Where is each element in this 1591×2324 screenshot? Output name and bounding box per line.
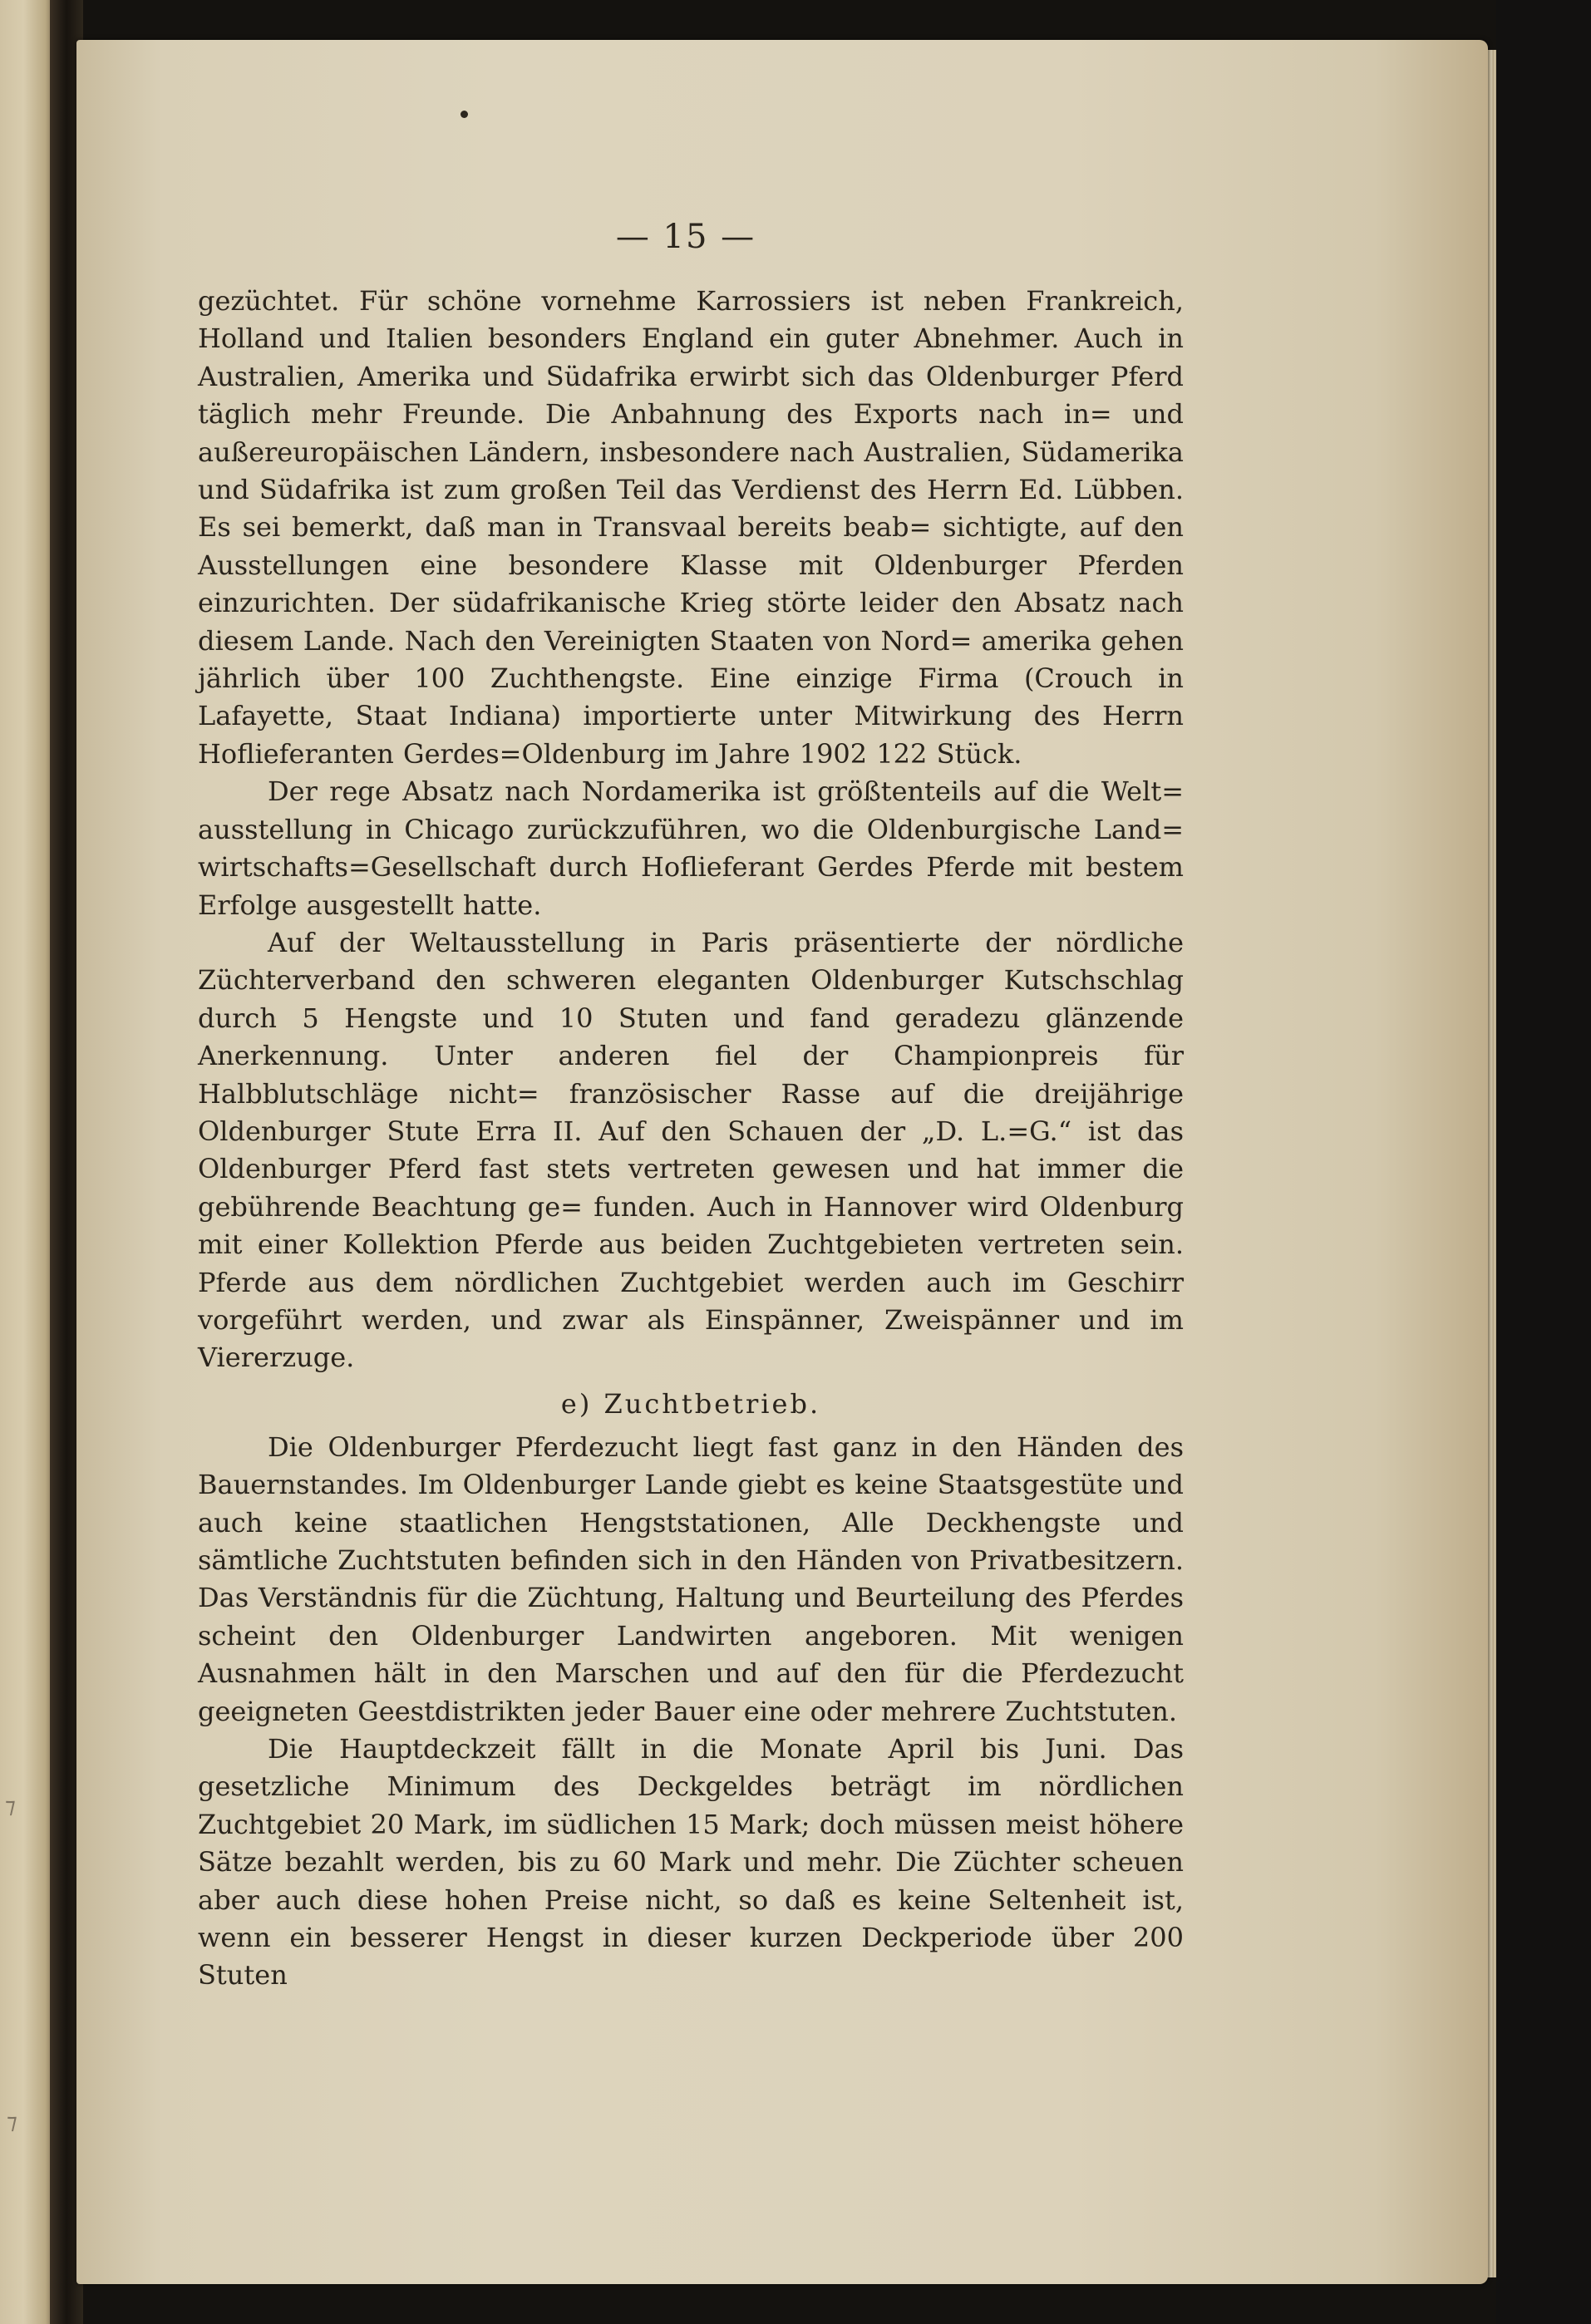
- ink-dot: [461, 111, 468, 118]
- paragraph-export: gezüchtet. Für schöne vornehme Karrossiers ist neben Frankreich, Holland und Italien besonders England ein guter Abnehmer. Auch in Australien, Amerika und Südafrika erwirbt sich das Oldenburger Pferd täglich mehr Freunde. Die Anbahnung des Exports nach in= und außereuropäischen Ländern, insbesondere nach Australien, Südamerika und Südafrika ist zum großen Teil das Verdienst des Herrn Ed. Lübben. Es sei bemerkt, daß man in Transvaal bereits beab= sichtigte, auf den Ausstellungen eine besondere Klasse mit Oldenburger Pferden einzurichten. Der südafrikanische Krieg störte leider den Absatz nach diesem Lande. Nach den Vereinigten Staaten von Nord= amerika gehen jährlich über 100 Zuchthengste. Eine einzige Firma (Crouch in Lafayette, Staat Indiana) importierte unter Mitwirkung des Herrn Hoflieferanten Gerdes=Oldenburg im Jahre 1902 122 Stück.: [198, 285, 1184, 770]
- margin-mark: ⁊: [7, 2110, 17, 2134]
- margin-mark: ⁊: [5, 1794, 16, 1819]
- section-heading: e) Zuchtbetrieb.: [560, 1387, 821, 1420]
- page-number: — 15 —: [615, 218, 756, 256]
- page-body: [198, 283, 1184, 1995]
- scan-background: [1496, 0, 1591, 2324]
- paragraph-paris-exhibition: Auf der Weltausstellung in Paris präsentierte der nördliche Züchterverband den schweren eleganten Oldenburger Kutschschlag durch 5 Hengste und 10 Stuten und fand geradezu glänzende Anerkennung. Unter anderen fiel der Championpreis für Halbblutschläge nicht= französischer Rasse auf die dreijährige Oldenburger Stute Erra II. Auf den Schauen der „D. L.=G.“ ist das Oldenburger Pferd fast stets vertreten gewesen und hat immer die gebührende Beachtung ge= funden. Auch in Hannover wird Oldenburg mit einer Kollektion Pferde aus beiden Zuchtgebieten vertreten sein. Pferde aus dem nördlichen Zuchtgebiet werden auch im Geschirr vorgeführt werden, und zwar als Einspänner, Zweispänner und im Viererzuge.: [198, 926, 1184, 1374]
- paragraph-covering-season: Die Hauptdeckzeit fällt in die Monate April bis Juni. Das gesetzliche Minimum des Deckgeldes beträgt im nördlichen Zuchtgebiet 20 Mark, im südlichen 15 Mark; doch müssen meist höhere Sätze bezahlt werden, bis zu 60 Mark und mehr. Die Züchter scheuen aber auch diese hohen Preise nicht, so daß es keine Seltenheit ist, wenn ein besserer Hengst in dieser kurzen Deckperiode über 200 Stuten: [198, 1733, 1184, 1992]
- facing-page-edge: [0, 0, 57, 2324]
- paragraph-north-america: Der rege Absatz nach Nordamerika ist größtenteils auf die Welt= ausstellung in Chicago zurückzuführen, wo die Oldenburgische Land= wirtschafts=Gesellschaft durch Hoflieferant Gerdes Pferde mit bestem Erfolge ausgestellt hatte.: [198, 775, 1184, 921]
- paragraph-breeding: Die Oldenburger Pferdezucht liegt fast ganz in den Händen des Bauernstandes. Im Oldenburger Lande giebt es keine Staatsgestüte und auch keine staatlichen Hengststationen, Alle Deckhengste und sämtliche Zuchtstuten befinden sich in den Händen von Privatbesitzern. Das Verständnis für die Züchtung, Haltung und Beurteilung des Pferdes scheint den Oldenburger Landwirten angeboren. Mit wenigen Ausnahmen hält in den Marschen und auf den für die Pferdezucht geeigneten Geestdistrikten jeder Bauer eine oder mehrere Zuchtstuten.: [198, 1430, 1184, 1727]
